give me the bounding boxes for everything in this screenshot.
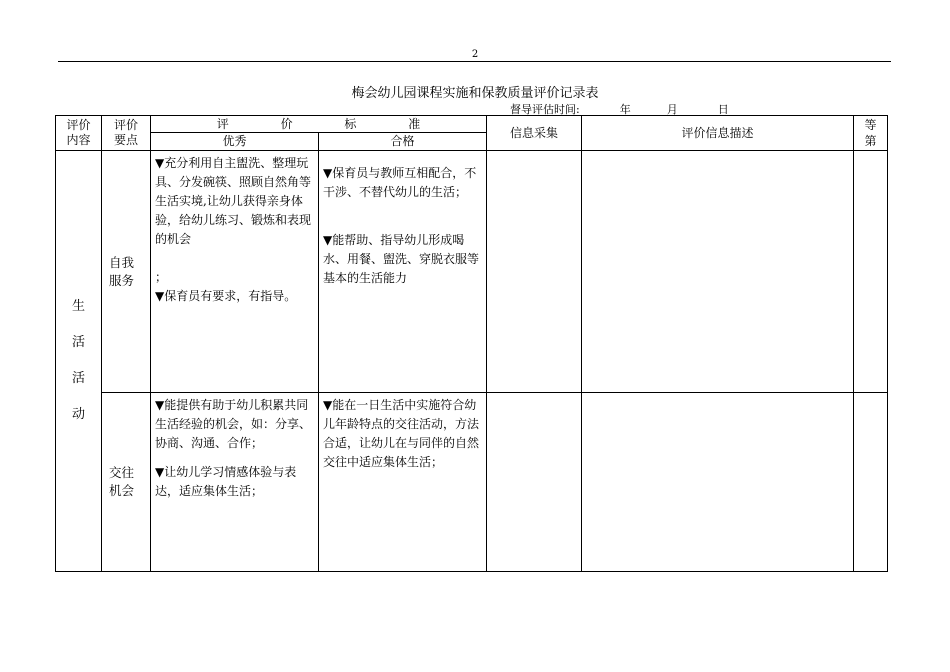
category-life-activity: 生 活 活 动 [56, 151, 102, 572]
point-self-service: 自我 服务 [102, 151, 151, 393]
page-number: 2 [471, 49, 479, 60]
header-info-description: 评价信息描述 [582, 116, 854, 151]
social-opportunity-qualified: ▼能在一日生活中实施符合幼儿年龄特点的交往活动，方法合适，让幼儿在与同伴的自然交往中适应集体生活； [319, 393, 487, 572]
social-opportunity-info-collect [487, 393, 582, 572]
evaluation-record-table [55, 115, 888, 572]
eval-time-month: 月 [666, 103, 678, 116]
header-eval-point: 评价 要点 [102, 116, 151, 151]
eval-time-day: 日 [717, 103, 729, 116]
point-social-opportunity: 交往 机会 [102, 393, 151, 572]
self-service-info-collect [487, 151, 582, 393]
eval-time-label: 督导评估时间: [510, 103, 580, 116]
self-service-excellent: ▼充分利用自主盥洗、整理玩具、分发碗筷、照顾自然角等生活实境,让幼儿获得亲身体验，给幼儿练习、锻炼和表现的机会 ； ▼保育员有要求，有指导。 [151, 151, 319, 393]
document-title: 梅会幼儿园课程实施和保教质量评价记录表 [351, 86, 599, 101]
header-info-collect: 信息采集 [487, 116, 582, 151]
social-opportunity-excellent: ▼能提供有助于幼儿积累共同生活经验的机会，如：分享、协商、沟通、合作； ▼让幼儿学习情感体验与表达，适应集体生活； [151, 393, 319, 572]
self-service-qualified: ▼保育员与教师互相配合，不干涉、不替代幼儿的生活； ▼能帮助、指导幼儿形成喝水、用餐、盥洗、穿脱衣服等基本的生活能力 [319, 151, 487, 393]
self-service-info-description [582, 151, 854, 393]
social-opportunity-info-description [582, 393, 854, 572]
header-eval-content: 评价 内容 [56, 116, 102, 151]
eval-time-year: 年 [619, 103, 631, 116]
social-opportunity-grade [854, 393, 888, 572]
header-grade: 等 第 [854, 116, 888, 151]
header-eval-standard: 评 价 标 准 [151, 116, 487, 133]
self-service-grade [854, 151, 888, 393]
header-excellent: 优秀 [151, 133, 319, 151]
header-rule [58, 61, 891, 62]
header-qualified: 合格 [319, 133, 487, 151]
